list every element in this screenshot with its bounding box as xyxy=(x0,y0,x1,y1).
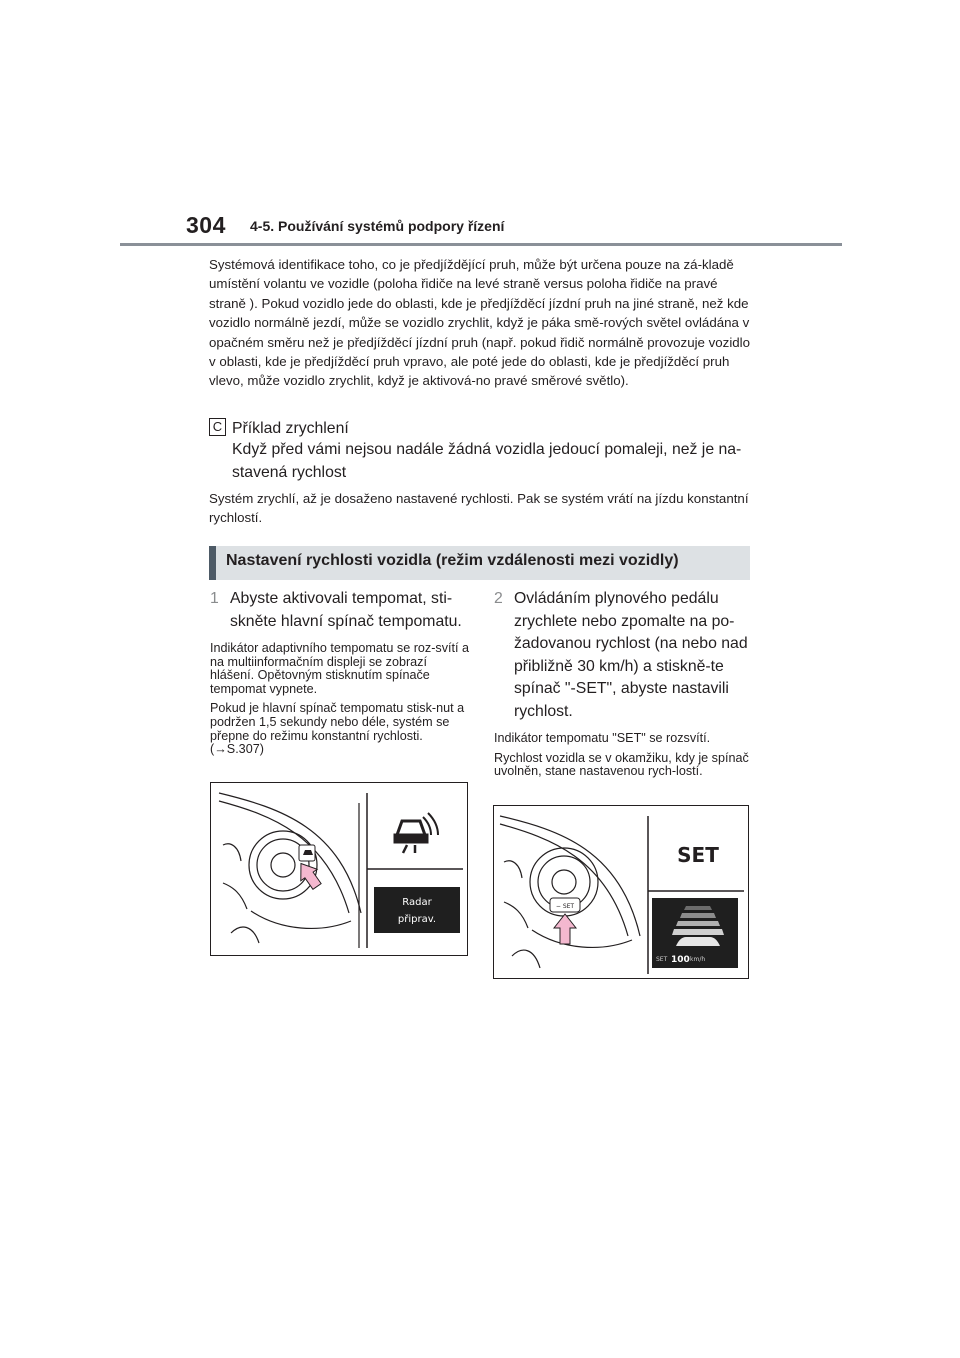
set-steering-wheel-illustration xyxy=(494,806,748,978)
example-subtitle: Když před vámi nejsou nadále žádná vozidla jedoucí pomaleji, než je na-stavená rychlost xyxy=(232,441,742,481)
page-number: 304 xyxy=(186,212,226,238)
step-1 xyxy=(210,588,472,757)
step-1-instruction xyxy=(210,588,472,633)
multi-info-display xyxy=(374,887,460,933)
intro-paragraph: Systémová identifikace toho, co je předjíždějící pruh, může být určena pouze na zá-kladě umístění volantu ve vozidle (poloha řidiče na levé straně versus poloha řidiče na pravé straně ). Pokud vozidlo jede do oblasti, kde je předjížděcí jízdní pruh na jiné straně, než kde vozidlo normálně jezdí, může se vozidlo zrychlit, když je páka smě-rových světel ovládána v opačném směru než je předjížděcí jízdní pruh (např. pokud řidič normálně provozuje vozidlo v oblasti, kde je předjížděcí pruh vpravo, ale poté jede do oblasti, kde je předjížděcí pruh vlevo, může vozidlo zrychlit, když je aktivová-no pravé směrové světlo). xyxy=(209,257,751,389)
example-title: Příklad zrychlení xyxy=(232,420,349,437)
step-2-instruction xyxy=(494,588,756,723)
figure-set-switch xyxy=(493,805,749,979)
speed-prefix: SET xyxy=(656,956,668,963)
step-1-note-1: Indikátor adaptivního tempomatu se roz-svítí a na multiinformačním displeji se zobrazí hlášení. Opětovným stisknutím spínače tempomat vypnete. xyxy=(210,641,470,696)
step-2-note-2: Rychlost vozidla se v okamžiku, kdy je spínač uvolněn, stane nastavenou rych-lostí. xyxy=(494,750,749,779)
figure-cruise-main-switch xyxy=(210,782,468,956)
pointer-arrow-icon xyxy=(554,914,576,944)
display-ready-text: připrav. xyxy=(397,914,437,925)
vehicle-icon xyxy=(676,937,720,946)
speed-unit: km/h xyxy=(690,956,706,963)
step-1-text: Abyste aktivovali tempomat, sti-skněte hlavní spínač tempomatu. xyxy=(230,590,462,630)
radar-cruise-icon xyxy=(395,813,438,853)
set-indicator-text: SET xyxy=(677,843,719,867)
step-1-note-2: Pokud je hlavní spínač tempomatu stisk-nut a podržen 1,5 sekundy nebo déle, systém se přepne do režimu konstantní rychlosti. (→S.307) xyxy=(210,701,465,757)
banner-accent-bar xyxy=(209,546,216,580)
step-2 xyxy=(494,588,756,779)
section-title: 4-5. Používání systémů podpory řízení xyxy=(250,218,505,234)
steering-wheel-illustration xyxy=(211,783,467,955)
step-2-note-1: Indikátor tempomatu "SET" se rozsvítí. xyxy=(494,731,711,745)
example-badge: C xyxy=(209,418,226,436)
banner-title: Nastavení rychlosti vozidla (režim vzdálenosti mezi vozidly) xyxy=(226,552,679,569)
display-radar-text: Radar xyxy=(402,897,432,908)
example-body: Systém zrychlí, až je dosaženo nastavené rychlosti. Pak se systém vrátí na jízdu konstantní rychlostí. xyxy=(209,491,749,526)
step-2-text: Ovládáním plynového pedálu zrychlete nebo zpomalte na po-žadovanou rychlost (na nebo nad přibližně 30 km/h) a stiskně-te spínač "-SET", abyste nastavili rychlost. xyxy=(514,590,748,720)
step-2-number: 2 xyxy=(494,590,503,607)
step-1-number: 1 xyxy=(210,590,219,607)
speed-value: 100 xyxy=(671,955,690,965)
set-switch-label: − SET xyxy=(555,903,575,910)
header-divider xyxy=(120,243,842,246)
section-banner xyxy=(209,546,750,580)
